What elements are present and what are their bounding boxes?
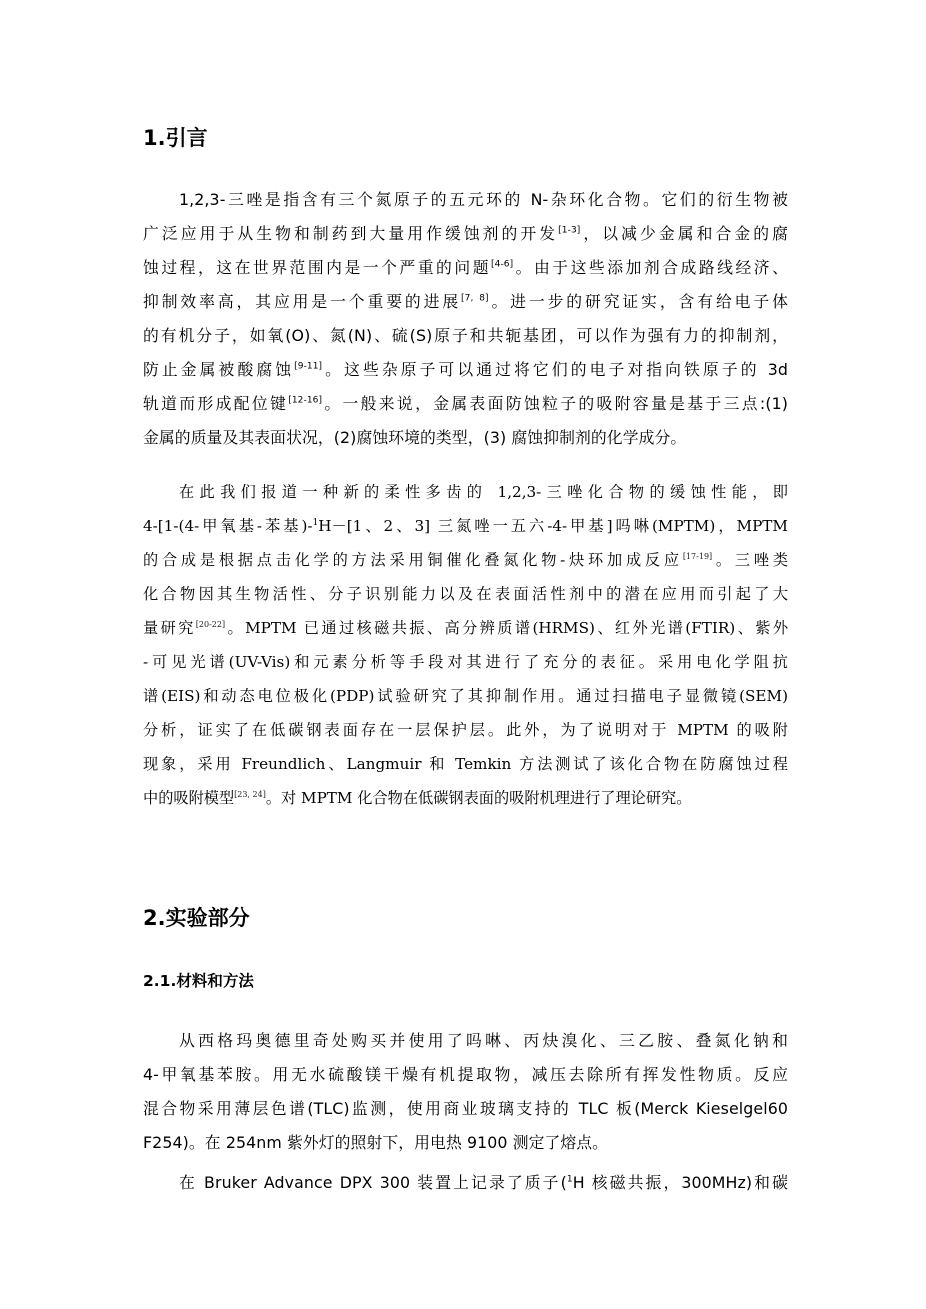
text-line: 从西格玛奥德里奇处购买并使用了吗啉、丙炔溴化、三乙胺、叠氮化钠和 xyxy=(179,1031,788,1050)
text-line: 化合物因其生物活性、分子识别能力以及在表面活性剂中的潜在应用而引起了大 xyxy=(143,585,788,603)
section-heading-introduction: 1.引言 xyxy=(143,126,208,150)
text-line: 的合成是根据点击化学的方法采用铜催化叠氮化物-炔环加成反应[17-19]。三唑类 xyxy=(143,551,789,569)
citation: [9-11] xyxy=(294,361,323,372)
text-line: 4-[1-(4-甲氧基-苯基)-$^1$H－[1、2、3] 三氮唑一五六-4-甲基]吗啉(MPTM)，MPTM xyxy=(143,517,788,535)
isotope-superscript: 1 xyxy=(312,517,319,528)
text-line: 现象，采用 Freundlich、Langmuir 和 Temkin 方法测试了该化合物在防腐蚀过程 xyxy=(143,755,788,773)
section-heading-experimental: 2.实验部分 xyxy=(143,906,250,930)
text-line: -可见光谱(UV-Vis)和元素分析等手段对其进行了充分的表征。采用电化学阻抗 xyxy=(143,653,788,671)
text-line: 广泛应用于从生物和制药到大量用作缓蚀剂的开发[1-3]，以减少金属和合金的腐 xyxy=(143,224,788,243)
materials-paragraph-2 xyxy=(143,1166,788,1200)
citation: [20-22] xyxy=(195,619,226,629)
text-line: 蚀过程，这在世界范围内是一个严重的问题[4-6]。由于这些添加剂合成路线经济、 xyxy=(143,258,788,277)
text-line: 中的吸附模型[23, 24]。对 MPTM 化合物在低碳钢表面的吸附机理进行了理论研究。 xyxy=(143,789,692,807)
intro-paragraph-1 xyxy=(143,183,788,455)
citation: [23, 24] xyxy=(234,789,266,799)
text-line: 抑制效率高，其应用是一个重要的进展[7, 8]。进一步的研究证实，含有给电子体 xyxy=(143,292,788,311)
intro-paragraph-2 xyxy=(143,475,788,815)
text-line: 谱(EIS)和动态电位极化(PDP)试验研究了其抑制作用。通过扫描电子显微镜(SEM) xyxy=(143,687,788,705)
text-line: 4-甲氧基苯胺。用无水硫酸镁干燥有机提取物，减压去除所有挥发性物质。反应 xyxy=(143,1065,788,1084)
isotope-superscript: 1 xyxy=(566,1174,573,1185)
subsection-heading-materials: 2.1.材料和方法 xyxy=(143,972,254,990)
text-line: 金属的质量及其表面状况，(2)腐蚀环境的类型，(3) 腐蚀抑制剂的化学成分。 xyxy=(143,428,687,447)
text-line: F254)。在 254nm 紫外灯的照射下，用电热 9100 测定了熔点。 xyxy=(143,1133,609,1152)
materials-paragraph-1 xyxy=(143,1024,788,1160)
text-line: 在 Bruker Advance DPX 300 装置上记录了质子($^1$H 核磁共振，300MHz)和碳 xyxy=(179,1173,788,1192)
text-line: 在此我们报道一种新的柔性多齿的 1,2,3-三唑化合物的缓蚀性能，即 xyxy=(179,483,788,501)
citation: [4-6] xyxy=(491,259,514,270)
text-line: 分析，证实了在低碳钢表面存在一层保护层。此外，为了说明对于 MPTM 的吸附 xyxy=(143,721,788,739)
citation: [1-3] xyxy=(558,225,581,236)
citation: [7, 8] xyxy=(461,293,489,304)
citation: [17-19] xyxy=(682,551,713,561)
text-line: 1,2,3-三唑是指含有三个氮原子的五元环的 N-杂环化合物。它们的衍生物被 xyxy=(179,190,788,209)
text-line: 防止金属被酸腐蚀[9-11]。这些杂原子可以通过将它们的电子对指向铁原子的 3d xyxy=(143,360,788,379)
text-line: 轨道而形成配位键[12-16]。一般来说，金属表面防蚀粒子的吸附容量是基于三点:(1) xyxy=(143,394,788,413)
text-line: 的有机分子，如氧(O)、氮(N)、硫(S)原子和共轭基团，可以作为强有力的抑制剂， xyxy=(143,326,788,345)
text-line: 混合物采用薄层色谱(TLC)监测，使用商业玻璃支持的 TLC 板(Merck Kieselgel60 xyxy=(143,1099,788,1118)
citation: [12-16] xyxy=(288,395,323,406)
text-line: 量研究[20-22]。MPTM 已通过核磁共振、高分辨质谱(HRMS)、红外光谱(FTIR)、紫外 xyxy=(143,619,789,637)
